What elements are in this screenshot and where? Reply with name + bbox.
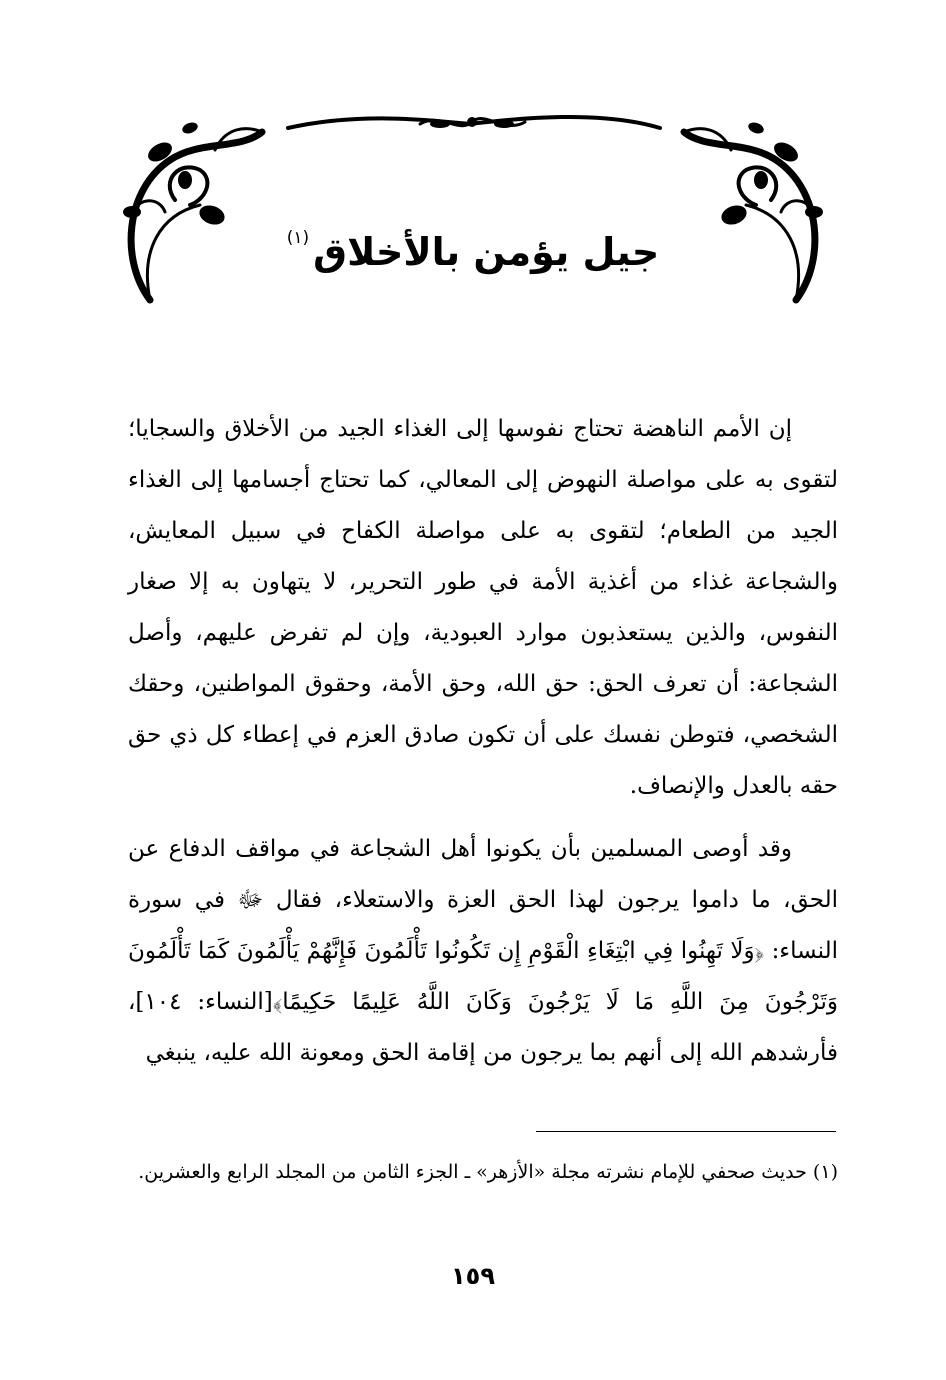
body-text [128,404,838,1091]
footnote-marker: (١) [286,228,310,248]
footnote: (١) حديث صحفي للإمام نشرته مجلة «الأزهر» ـ الجزء الثامن من المجلد الرابع والعشرين. [138,1161,838,1183]
chapter-title-text: جيل يؤمن بالأخلاق [313,230,660,274]
footnote-divider [536,1131,836,1132]
paragraph-2: وقد أوصى المسلمين بأن يكونوا أهل الشجاعة في مواقف الدفاع عن الحق، ما داموا يرجون لهذا الحق العزة والاستعلاء، فقال ﷻ في سورة النساء: ﴿وَلَا تَهِنُوا فِي ابْتِغَاءِ الْقَوْمِ إِن تَكُونُوا تَأْلَمُونَ فَإِنَّهُمْ يَأْلَمُونَ كَمَا تَأْلَمُونَ وَتَرْجُونَ مِنَ اللَّهِ مَا لَا يَرْجُونَ وَكَانَ اللَّهُ عَلِيمًا حَكِيمًا﴾[النساء: ١٠٤]، فأرشدهم الله إلى أنهم بما يرجون من إقامة الحق ومعونة الله عليه، ينبغي [128,836,838,1066]
chapter-title [0,230,946,274]
page-number: ١٥٩ [451,1262,495,1290]
paragraph-1: إن الأمم الناهضة تحتاج نفوسها إلى الغذاء الجيد من الأخلاق والسجايا؛ لتقوى به على مواصلة النهوض إلى المعالي، كما تحتاج أجسامها إلى الغذاء الجيد من الطعام؛ لتقوى به على مواصلة الكفاح في سبيل المعايش، والشجاعة غذاء من أغذية الأمة في طور التحرير، لا يتهاون به إلا صغار النفوس، والذين يستعذبون موارد العبودية، وإن لم تفرض عليهم، وأصل الشجاعة: أن تعرف الحق: حق الله، وحق الأمة، وحقوق المواطنين، وحقك الشخصي، فتوطن نفسك على أن تكون صادق العزم في إعطاء كل ذي حق حقه بالعدل والإنصاف. [128,416,838,799]
